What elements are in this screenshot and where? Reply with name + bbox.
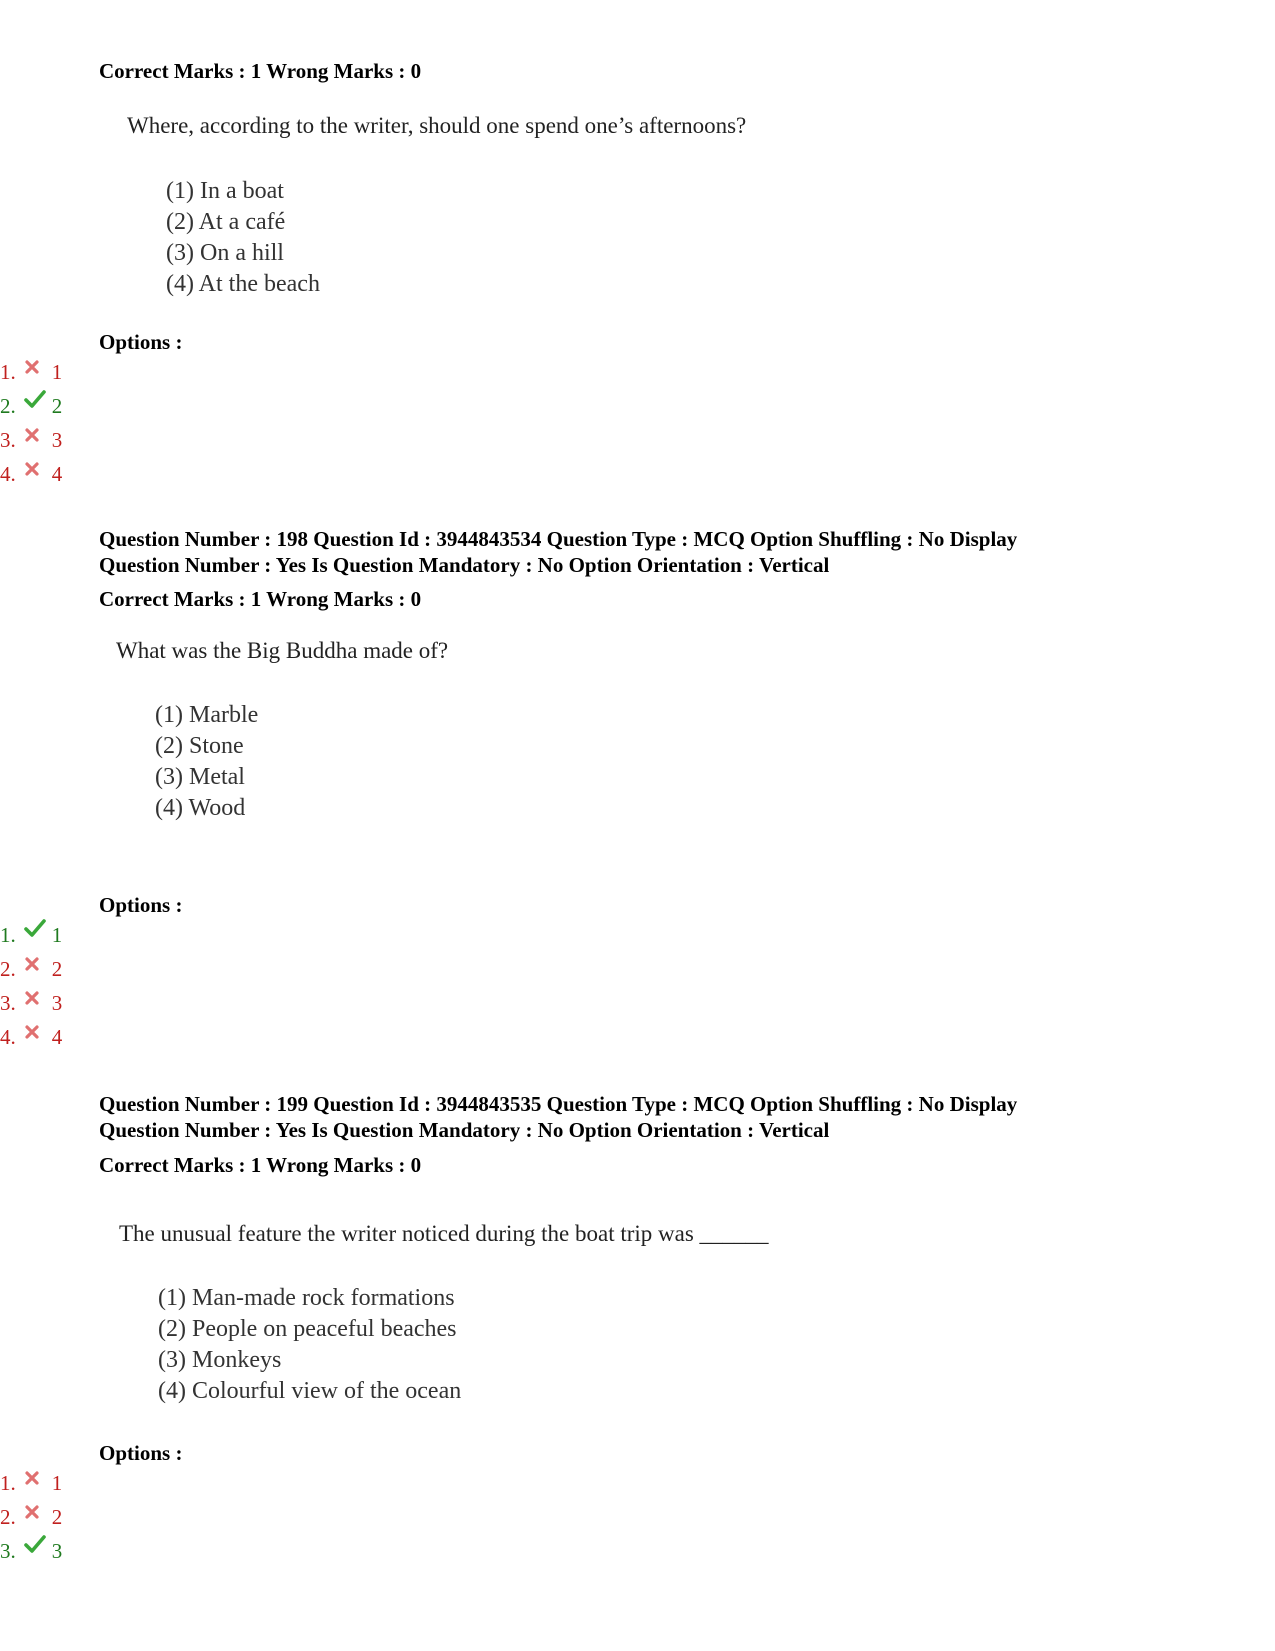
option-row bbox=[0, 1502, 62, 1532]
choice-list bbox=[166, 176, 320, 300]
option-number: 1. bbox=[0, 1471, 16, 1495]
option-row bbox=[0, 459, 62, 489]
option-row bbox=[0, 391, 62, 421]
cross-icon bbox=[24, 421, 46, 441]
check-icon bbox=[24, 1532, 46, 1552]
option-number: 3. bbox=[0, 428, 16, 452]
options-heading: Options : bbox=[99, 330, 183, 354]
choice-item: (2) At a café bbox=[166, 209, 286, 235]
marks-line: Correct Marks : 1 Wrong Marks : 0 bbox=[99, 587, 422, 611]
option-value: 3 bbox=[51, 1539, 63, 1563]
option-value: 4 bbox=[51, 462, 63, 486]
option-number: 3. bbox=[0, 991, 16, 1015]
option-number: 1. bbox=[0, 360, 16, 384]
question-meta-line: Question Number : Yes Is Question Mandatory : No Option Orientation : Vertical bbox=[99, 1118, 830, 1142]
option-row bbox=[0, 920, 62, 950]
choice-list bbox=[158, 1283, 461, 1407]
option-row bbox=[0, 1536, 62, 1566]
option-row bbox=[0, 954, 62, 984]
choice-item: (4) At the beach bbox=[166, 271, 320, 297]
cross-icon bbox=[24, 455, 46, 475]
option-row bbox=[0, 1468, 62, 1498]
question-text: The unusual feature the writer noticed during the boat trip was ______ bbox=[119, 1221, 769, 1246]
check-icon bbox=[24, 387, 46, 407]
choice-item: (3) Monkeys bbox=[158, 1347, 282, 1373]
choice-item: (1) Marble bbox=[155, 702, 259, 728]
question-meta-line: Question Number : 199 Question Id : 3944843535 Question Type : MCQ Option Shuffling : No Display bbox=[99, 1092, 1018, 1116]
cross-icon bbox=[24, 1464, 46, 1484]
option-value: 2 bbox=[51, 957, 63, 981]
option-number: 1. bbox=[0, 923, 16, 947]
option-row bbox=[0, 357, 62, 387]
option-row bbox=[0, 988, 62, 1018]
question-meta bbox=[99, 1091, 1017, 1143]
choice-list bbox=[155, 700, 258, 824]
option-number: 4. bbox=[0, 462, 16, 486]
choice-item: (3) Metal bbox=[155, 764, 245, 790]
option-number: 2. bbox=[0, 957, 16, 981]
question-meta bbox=[99, 526, 1017, 578]
cross-icon bbox=[24, 950, 46, 970]
choice-item: (1) Man-made rock formations bbox=[158, 1285, 455, 1311]
option-row bbox=[0, 425, 62, 455]
option-number: 2. bbox=[0, 394, 16, 418]
choice-item: (2) Stone bbox=[155, 733, 244, 759]
option-value: 1 bbox=[51, 923, 63, 947]
question-meta-line: Question Number : Yes Is Question Mandatory : No Option Orientation : Vertical bbox=[99, 553, 830, 577]
question-text: What was the Big Buddha made of? bbox=[116, 638, 449, 663]
choice-item: (1) In a boat bbox=[166, 178, 284, 204]
choice-item: (3) On a hill bbox=[166, 240, 284, 266]
option-value: 3 bbox=[51, 428, 63, 452]
cross-icon bbox=[24, 1018, 46, 1038]
option-number: 3. bbox=[0, 1539, 16, 1563]
choice-item: (4) Colourful view of the ocean bbox=[158, 1378, 462, 1404]
question-text: Where, according to the writer, should one spend one’s afternoons? bbox=[127, 113, 747, 138]
option-value: 1 bbox=[51, 360, 63, 384]
option-value: 3 bbox=[51, 991, 63, 1015]
option-number: 4. bbox=[0, 1025, 16, 1049]
option-value: 2 bbox=[51, 1505, 63, 1529]
check-icon bbox=[24, 916, 46, 936]
option-value: 1 bbox=[51, 1471, 63, 1495]
option-row bbox=[0, 1022, 62, 1052]
marks-line: Correct Marks : 1 Wrong Marks : 0 bbox=[99, 1153, 422, 1177]
options-heading: Options : bbox=[99, 1441, 183, 1465]
options-heading: Options : bbox=[99, 893, 183, 917]
cross-icon bbox=[24, 353, 46, 373]
question-meta-line: Question Number : 198 Question Id : 3944843534 Question Type : MCQ Option Shuffling : No Display bbox=[99, 527, 1018, 551]
choice-item: (4) Wood bbox=[155, 795, 246, 821]
marks-line: Correct Marks : 1 Wrong Marks : 0 bbox=[99, 59, 422, 83]
option-value: 4 bbox=[51, 1025, 63, 1049]
cross-icon bbox=[24, 1498, 46, 1518]
choice-item: (2) People on peaceful beaches bbox=[158, 1316, 457, 1342]
option-number: 2. bbox=[0, 1505, 16, 1529]
option-value: 2 bbox=[51, 394, 63, 418]
cross-icon bbox=[24, 984, 46, 1004]
